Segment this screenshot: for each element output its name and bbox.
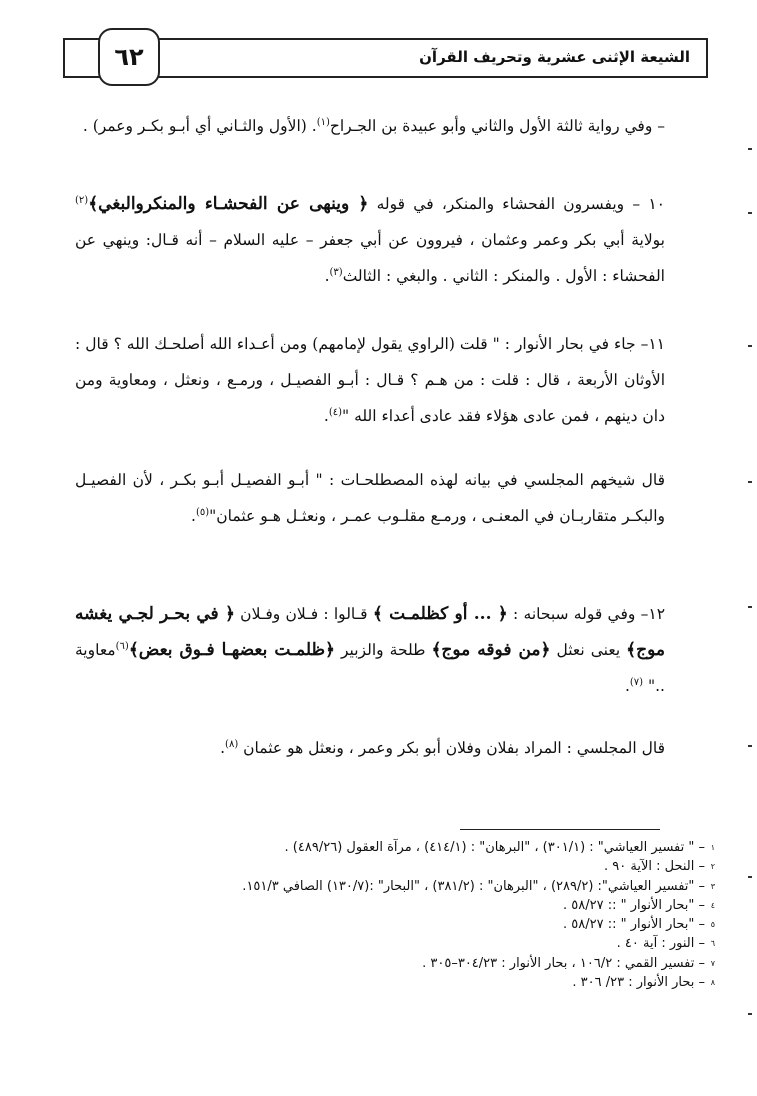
footnote-item — [75, 973, 715, 992]
footnote-divider — [460, 829, 660, 830]
quran-quote: ﴿من فوقه موج﴾ — [431, 640, 551, 660]
footnote-number: ٥ — [710, 920, 715, 930]
footnotes — [75, 838, 715, 992]
text-segment: معاوية .." — [75, 641, 665, 695]
footnote-ref: (٦) — [115, 640, 129, 652]
footnote-ref: (٨) — [225, 738, 239, 750]
margin-mark — [748, 481, 752, 483]
margin-mark — [748, 148, 752, 150]
quran-quote: ﴿ ... أو كظلمـت ﴾ — [372, 604, 508, 624]
footnote-text: – "تفسير العياشي": (٢٨٩/٢) ، "البرهان" : (٣٨١/٢) ، "البحار" :(١٣٠/٧) الصافي ١٥١/٣. — [242, 878, 705, 894]
paragraph-5 — [75, 596, 665, 704]
footnote-ref: (١) — [316, 116, 330, 128]
footnote-item — [75, 915, 715, 934]
margin-mark — [748, 212, 752, 214]
paragraph-1 — [75, 108, 665, 144]
footnote-number: ٦ — [710, 939, 715, 949]
footnote-number: ٢ — [710, 862, 715, 872]
text-segment: قـالوا : فـلان وفـلان — [234, 605, 373, 623]
footnote-text: – النور : آية ٤٠ . — [616, 936, 705, 952]
footnote-ref: (٢) — [75, 194, 89, 206]
paragraph-2 — [75, 186, 665, 294]
text-segment: ١١– جاء في بحار الأنوار : " قلت (الراوي يقول لإمامهم) ومن أعـداء الله أصلحـك الله ؟ قال : الأوثان الأربعة ، قال : قلت : من هـم ؟ قـال : أبـو الفصيـل ، ورمـع ، ونعثل ، ومعاوية ومن دان دينهم ، فمن عادى هؤلاء فقد عادى أعداء الله " — [75, 335, 665, 425]
text-segment: قال شيخهم المجلسي في بيانه لهذه المصطلحـات : " أبـو الفصيـل أبـو بكـر ، لأن الفصيـل والبكـر متقاربـان في المعنـى ، ورمـع مقلـوب عمـر ، ونعثـل هـو عثمان" — [75, 471, 665, 525]
footnote-text: – النحل : الآية ٩٠ . — [604, 859, 705, 875]
text-segment: ١٢– وفي قوله سبحانه : — [507, 605, 666, 623]
margin-mark — [748, 1013, 752, 1015]
text-segment: قال المجلسي : المراد بفلان وفلان أبو بكر وعمر ، ونعثل هو عثمان — [238, 739, 665, 757]
text-segment: . — [624, 677, 630, 695]
footnote-text: – "بحار الأنوار " :: ٥٨/٢٧ . — [563, 917, 705, 933]
margin-mark — [748, 345, 752, 347]
text-segment: . — [191, 507, 196, 525]
footnote-number: ٧ — [710, 958, 715, 968]
paragraph-4 — [75, 462, 665, 534]
footnote-text: – بحار الأنوار : ٢٣/ ٣٠٦ . — [572, 975, 705, 991]
footnote-number: ١ — [710, 843, 715, 852]
footnote-number: ٣ — [710, 881, 715, 891]
footnote-item — [75, 896, 715, 915]
margin-mark — [748, 876, 752, 878]
footnote-text: – "بحار الأنوار " :: ٥٨/٢٧ . — [563, 897, 705, 913]
quran-quote: ﴿ وينهى عن الفحشـاء والمنكروالبغي﴾ — [88, 194, 369, 214]
text-segment: . — [220, 739, 226, 757]
text-segment: . (الأول والثـاني أي أبـو بكـر وعمر) . — [82, 117, 317, 135]
text-segment: . — [324, 267, 330, 285]
footnote-ref: (٥) — [195, 506, 210, 518]
text-segment: طلحة والزبير — [334, 641, 432, 659]
footnote-number: ٤ — [710, 900, 715, 910]
running-title: الشيعة الإثنى عشرية وتحريف القرآن — [419, 48, 690, 66]
text-segment: . — [323, 407, 329, 425]
footnote-ref: (٣) — [329, 266, 343, 278]
paragraph-3 — [75, 326, 665, 434]
footnote-item — [75, 954, 715, 973]
footnote-ref: (٧) — [629, 676, 644, 688]
paragraph-6 — [75, 730, 665, 766]
text-segment: يعنى نعثل — [550, 641, 627, 659]
margin-mark — [748, 745, 752, 747]
footnote-text: – " تفسير العياشي" : (٣٠١/١) ، "البرهان" : (٤١٤/١) ، مرآة العقول (٤٨٩/٢٦) . — [284, 840, 705, 855]
footnote-item — [75, 838, 715, 857]
quran-quote: ﴿ظلمـت بعضهـا فـوق بعض﴾ — [128, 640, 335, 660]
footnote-text: – تفسير القمي : ١٠٦/٢ ، بحار الأنوار : ٣٠٤/٢٣–٣٠٥ . — [422, 955, 705, 971]
text-segment: – وفي رواية ثالثة الأول والثاني وأبو عبيدة بن الجـراح — [329, 117, 665, 135]
footnote-item — [75, 934, 715, 953]
text-segment: بولاية أبي بكر وعمر وعثمان ، فيروون عن أبي جعفر – عليه السلام – أنه قـال: وينهي عن الفحشاء : الأول . والمنكر : الثاني . والبغي : الثالث — [75, 231, 665, 285]
text-segment: ١٠ – ويفسرون الفحشاء والمنكر، في قوله — [368, 195, 665, 213]
page-number: ٦٢ — [98, 28, 160, 86]
quran-quote: ﴿ في بحـر لجـي يغشه موج﴾ — [75, 604, 665, 660]
footnote-item — [75, 877, 715, 896]
footnote-item — [75, 857, 715, 876]
margin-mark — [748, 606, 752, 608]
footnote-number: ٨ — [710, 978, 715, 988]
footnote-ref: (٤) — [328, 406, 343, 418]
